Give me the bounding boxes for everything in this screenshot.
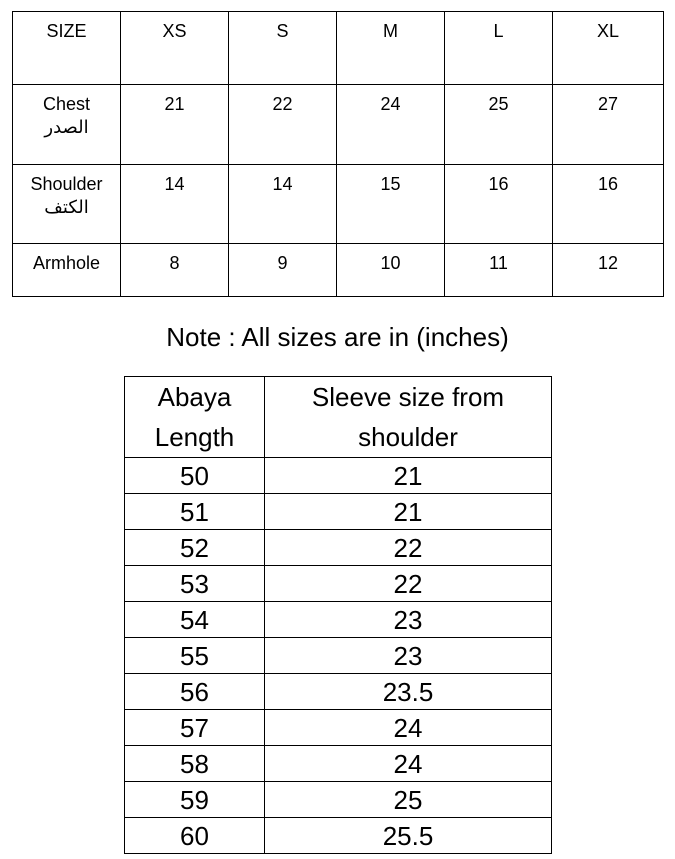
sleeve-size-cell: 24 bbox=[265, 710, 552, 746]
shoulder-value-m: 15 bbox=[337, 165, 445, 244]
abaya-length-cell: 59 bbox=[125, 782, 265, 818]
shoulder-row bbox=[13, 165, 664, 244]
sleeve-size-cell: 23 bbox=[265, 602, 552, 638]
sleeve-size-cell: 22 bbox=[265, 566, 552, 602]
sleeve-size-header-line1: Sleeve size from bbox=[311, 382, 505, 412]
sleeve-header-row bbox=[125, 377, 552, 458]
abaya-length-cell: 53 bbox=[125, 566, 265, 602]
sleeve-size-cell: 21 bbox=[265, 494, 552, 530]
abaya-length-cell: 52 bbox=[125, 530, 265, 566]
sleeve-size-table bbox=[124, 376, 552, 854]
abaya-length-header-line1: Abaya bbox=[157, 382, 232, 412]
abaya-length-cell: 51 bbox=[125, 494, 265, 530]
table-row bbox=[125, 458, 552, 494]
size-header-cell: SIZE bbox=[13, 12, 121, 85]
sleeve-size-cell: 24 bbox=[265, 746, 552, 782]
armhole-row bbox=[13, 244, 664, 297]
armhole-value-xs: 8 bbox=[121, 244, 229, 297]
chest-value-l: 25 bbox=[445, 85, 553, 165]
sleeve-size-header-line2: shoulder bbox=[358, 422, 458, 452]
abaya-length-cell: 56 bbox=[125, 674, 265, 710]
chest-row bbox=[13, 85, 664, 165]
abaya-length-cell: 60 bbox=[125, 818, 265, 854]
abaya-length-cell: 55 bbox=[125, 638, 265, 674]
shoulder-label-arabic: الكتف bbox=[44, 197, 89, 218]
sleeve-size-cell: 21 bbox=[265, 458, 552, 494]
sleeve-size-cell: 25 bbox=[265, 782, 552, 818]
chest-value-m: 24 bbox=[337, 85, 445, 165]
size-xl-header: XL bbox=[553, 12, 664, 85]
abaya-length-cell: 54 bbox=[125, 602, 265, 638]
table-row bbox=[125, 746, 552, 782]
sleeve-size-cell: 23 bbox=[265, 638, 552, 674]
abaya-length-header bbox=[125, 377, 265, 458]
chest-value-xs: 21 bbox=[121, 85, 229, 165]
abaya-length-cell: 58 bbox=[125, 746, 265, 782]
sleeve-size-cell: 22 bbox=[265, 530, 552, 566]
abaya-length-cell: 50 bbox=[125, 458, 265, 494]
shoulder-value-s: 14 bbox=[229, 165, 337, 244]
armhole-value-l: 11 bbox=[445, 244, 553, 297]
shoulder-value-xs: 14 bbox=[121, 165, 229, 244]
chest-label-arabic: الصدر bbox=[44, 117, 89, 138]
size-m-header: M bbox=[337, 12, 445, 85]
armhole-label: Armhole bbox=[32, 253, 101, 273]
table-row bbox=[125, 638, 552, 674]
size-xs-header: XS bbox=[121, 12, 229, 85]
shoulder-label: Shoulder bbox=[30, 174, 103, 194]
armhole-label-cell bbox=[13, 244, 121, 297]
sleeve-size-cell: 25.5 bbox=[265, 818, 552, 854]
table-row bbox=[125, 710, 552, 746]
chest-value-s: 22 bbox=[229, 85, 337, 165]
table-row bbox=[125, 782, 552, 818]
sleeve-size-cell: 23.5 bbox=[265, 674, 552, 710]
table-row bbox=[125, 530, 552, 566]
table-row bbox=[125, 818, 552, 854]
table-row bbox=[125, 602, 552, 638]
size-chart-table bbox=[12, 11, 664, 297]
table-row bbox=[125, 494, 552, 530]
size-header-row bbox=[13, 12, 664, 85]
chest-label: Chest bbox=[42, 94, 91, 114]
table-row bbox=[125, 674, 552, 710]
shoulder-label-cell bbox=[13, 165, 121, 244]
size-l-header: L bbox=[445, 12, 553, 85]
shoulder-value-l: 16 bbox=[445, 165, 553, 244]
chest-value-xl: 27 bbox=[553, 85, 664, 165]
armhole-value-xl: 12 bbox=[553, 244, 664, 297]
chest-label-cell bbox=[13, 85, 121, 165]
armhole-value-s: 9 bbox=[229, 244, 337, 297]
abaya-length-header-line2: Length bbox=[154, 422, 235, 452]
units-note: Note : All sizes are in (inches) bbox=[166, 322, 509, 352]
shoulder-value-xl: 16 bbox=[553, 165, 664, 244]
table-row bbox=[125, 566, 552, 602]
size-s-header: S bbox=[229, 12, 337, 85]
abaya-length-cell: 57 bbox=[125, 710, 265, 746]
sleeve-size-header bbox=[265, 377, 552, 458]
armhole-value-m: 10 bbox=[337, 244, 445, 297]
